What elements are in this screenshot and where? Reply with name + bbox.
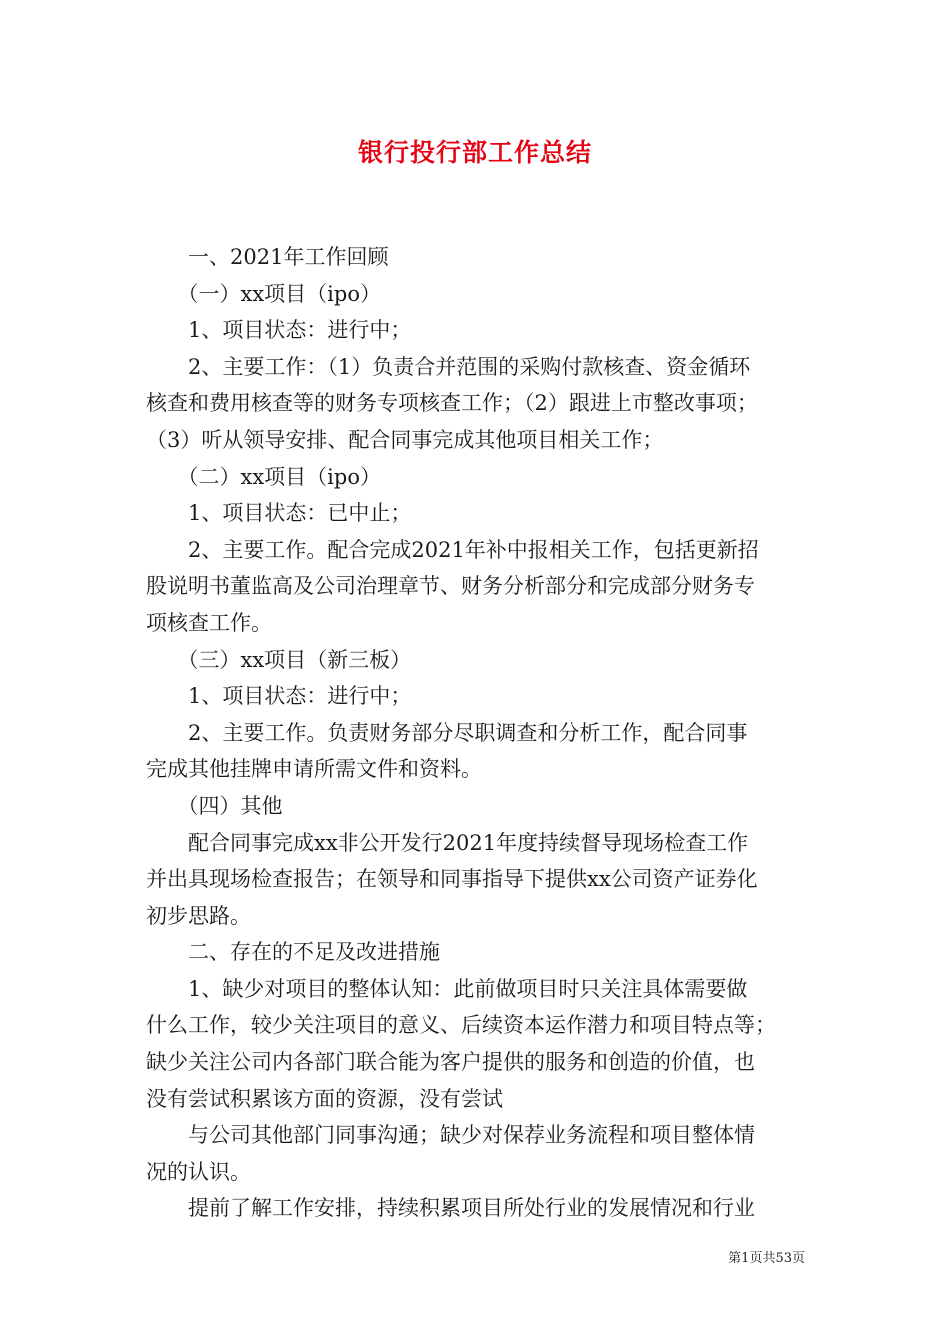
body-line: 什么工作，较少关注项目的意义、后续资本运作潜力和项目特点等； [146,1013,776,1038]
body-line: 核查和费用核查等的财务专项核查工作；（2）跟进上市整改事项； [146,391,758,416]
body-line: 初步思路。 [146,903,251,928]
body-line: 完成其他挂牌申请所需文件和资料。 [146,757,482,782]
body-line: 一、2021年工作回顾 [146,245,389,269]
body-line: 况的认识。 [146,1159,251,1184]
page-number-footer: 第1页共53页 [728,1251,805,1266]
body-line: 缺少关注公司内各部门联合能为客户提供的服务和创造的价值，也 [146,1050,755,1075]
document-title: 银行投行部工作总结 [357,138,592,167]
body-line: 1、项目状态：已中止； [146,501,412,526]
body-line: 提前了解工作安排，持续积累项目所处行业的发展情况和行业 [146,1196,755,1221]
body-line: 1、项目状态：进行中； [146,318,412,343]
body-line: （一）xx项目（ipo） [146,281,381,306]
body-line: 二、存在的不足及改进措施 [146,940,440,965]
body-line: 1、项目状态：进行中； [146,684,412,709]
body-line: 配合同事完成xx非公开发行2021年度持续督导现场检查工作 [146,830,749,855]
body-line: （四）其他 [146,793,283,818]
body-line: 2、主要工作。配合完成2021年补中报相关工作，包括更新招 [146,537,759,562]
body-line: 并出具现场检查报告；在领导和同事指导下提供xx公司资产证券化 [146,867,758,892]
body-line: （二）xx项目（ipo） [146,464,381,489]
body-line: （三）xx项目（新三板） [146,647,412,672]
body-line: 与公司其他部门同事沟通；缺少对保荐业务流程和项目整体情 [146,1123,755,1148]
body-line: 股说明书董监高及公司治理章节、财务分析部分和完成部分财务专 [146,574,755,599]
body-line: 项核查工作。 [146,610,272,635]
document-body [146,239,808,1227]
body-line: 2、主要工作：（1）负责合并范围的采购付款核查、资金循环 [146,354,751,379]
body-line: 没有尝试积累该方面的资源，没有尝试 [146,1086,503,1111]
body-line: （3）听从领导安排、配合同事完成其他项目相关工作； [146,427,664,452]
body-line: 2、主要工作。负责财务部分尽职调查和分析工作，配合同事 [146,720,748,745]
body-line: 1、缺少对项目的整体认知：此前做项目时只关注具体需要做 [146,976,748,1001]
